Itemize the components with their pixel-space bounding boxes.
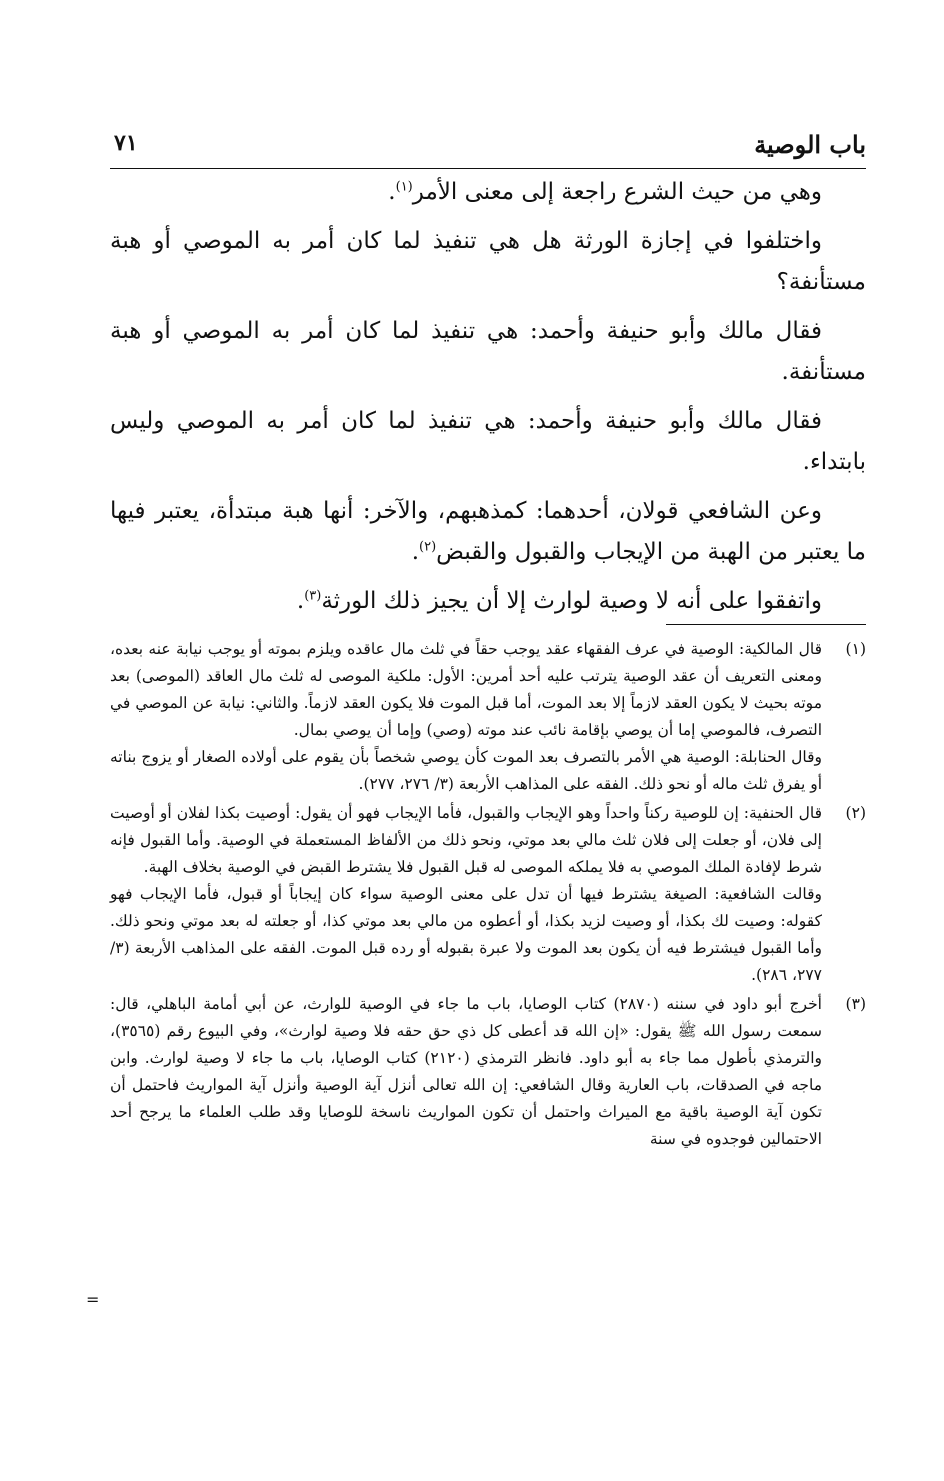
footnote-ref-1: (١) xyxy=(395,179,413,195)
footnote-ref-2: (٢) xyxy=(419,539,437,555)
footnote-mark: (٢) xyxy=(845,804,866,822)
page-number: ٧١ xyxy=(114,130,138,156)
footnote-paragraph: أخرج أبو داود في سننه (٢٨٧٠) كتاب الوصايا، باب ما جاء في الوصية للوارث، عن أبي أمامة الباهلي، قال: سمعت رسول الله ﷺ يقول: «إن الله قد أعطى كل ذي حق حقه فلا وصية لوارث»، وفي البيوع رقم (٣٥٦٥)، والترمذي بأطول مما جاء به أبو داود. فانظر الترمذي (٢١٢٠) كتاب الوصايا، باب ما جاء لا وصية لوارث. وابن ماجه في الصدقات، باب العارية وقال الشافعي: إن الله تعالى أنزل آية الوصية وأنزل آية المواريث فاحتمل أن تكون آية الوصية باقية مع الميراث واحتمل أن تكون المواريث ناسخة للوصايا وقد طلب العلماء ما يرجح أحد الاحتمالين فوجدوه في سنة xyxy=(110,995,822,1148)
main-text xyxy=(110,172,866,622)
paragraph-2: واختلفوا في إجازة الورثة هل هي تنفيذ لما كان أمر به الموصي أو هبة مستأنفة؟ xyxy=(110,228,866,295)
footnote-body xyxy=(110,800,822,989)
footnote-body xyxy=(110,991,822,1153)
paragraph-4: فقال مالك وأبو حنيفة وأحمد: هي تنفيذ لما كان أمر به الموصي وليس بابتداء. xyxy=(110,408,866,475)
footnote-ref-3: (٣) xyxy=(304,588,322,604)
footnotes xyxy=(110,636,866,1155)
footnote-3 xyxy=(110,991,866,1153)
footnote-paragraph: وقالت الشافعية: الصيغة يشترط فيها أن تدل على معنى الوصية سواء كان إيجاباً أو قبول، فأما الإيجاب فهو كقوله: وصيت لك بكذا، أو وصيت لزيد بكذا، أو أعطوه من مالي بعد موتي كذا، أو جعلته له بعد موتي ونحو ذلك. وأما القبول فيشترط فيه أن يكون بعد الموت ولا عبرة بقبوله أو رده قبل الموت. الفقه على المذاهب الأربعة (٣/ ٢٧٧، ٢٨٦). xyxy=(110,885,822,984)
footnote-separator xyxy=(666,624,866,625)
footnote-paragraph: قال الحنفية: إن للوصية ركناً واحداً وهو الإيجاب والقبول، فأما الإيجاب فهو أن يقول: أوصيت بكذا لفلان أو أوصيت إلى فلان، أو جعلت إلى فلان ثلث مالي بعد موتي، ونحو ذلك من الألفاظ المستعملة في الوصية. وأما القبول فإنه شرط لإفادة الملك الموصي به فلا يملكه الموصى له قبل القبول فلا يشترط القبض في الوصية بخلاف الهبة. xyxy=(110,804,822,876)
continuation-mark: = xyxy=(86,1290,100,1309)
page-header xyxy=(110,128,866,169)
paragraph-6: واتفقوا على أنه لا وصية لوارث إلا أن يجيز ذلك الورثة$^{(٣)}$. xyxy=(296,588,822,614)
paragraph-5: وعن الشافعي قولان، أحدهما: كمذهبهم، والآخر: أنها هبة مبتدأة، يعتبر فيها ما يعتبر من الهبة من الإيجاب والقبول والقبض$^{(٢)}$. xyxy=(110,498,866,565)
footnote-body xyxy=(110,636,822,798)
footnote-paragraph: قال المالكية: الوصية في عرف الفقهاء عقد يوجب حقاً في ثلث مال عاقده ويلزم بموته أو يوجب نيابة عنه بعده، ومعنى التعريف أن عقد الوصية يترتب عليه أحد أمرين: الأول: ملكية الموصى له ثلث مال العاقد (الموصى) بعد موته بحيث لا يكون العقد لازماً إلا بعد الموت، أما قبل الموت فلا يكون العقد لازماً. والثاني: نيابة عن الموصي في التصرف، فالموصي إما أن يوصي بإقامة نائب عند موته (وصي) وإما أن يوصي بمال. xyxy=(110,640,822,739)
footnote-1 xyxy=(110,636,866,798)
footnote-paragraph: وقال الحنابلة: الوصية هي الأمر بالتصرف بعد الموت كأن يوصي شخصاً بأن يقوم على أولاده الصغار أو يزوج بناته أو يفرق ثلث ماله أو نحو ذلك. الفقه على المذاهب الأربعة (٣/ ٢٧٦، ٢٧٧). xyxy=(110,748,822,793)
chapter-title: باب الوصية xyxy=(754,130,866,159)
paragraph-3: فقال مالك وأبو حنيفة وأحمد: هي تنفيذ لما كان أمر به الموصي أو هبة مستأنفة. xyxy=(110,318,866,385)
footnote-2 xyxy=(110,800,866,989)
footnote-mark: (٣) xyxy=(845,995,866,1013)
paragraph-1: وهي من حيث الشرع راجعة إلى معنى الأمر$^{(١)}$. xyxy=(388,179,822,205)
footnote-mark: (١) xyxy=(845,640,866,658)
